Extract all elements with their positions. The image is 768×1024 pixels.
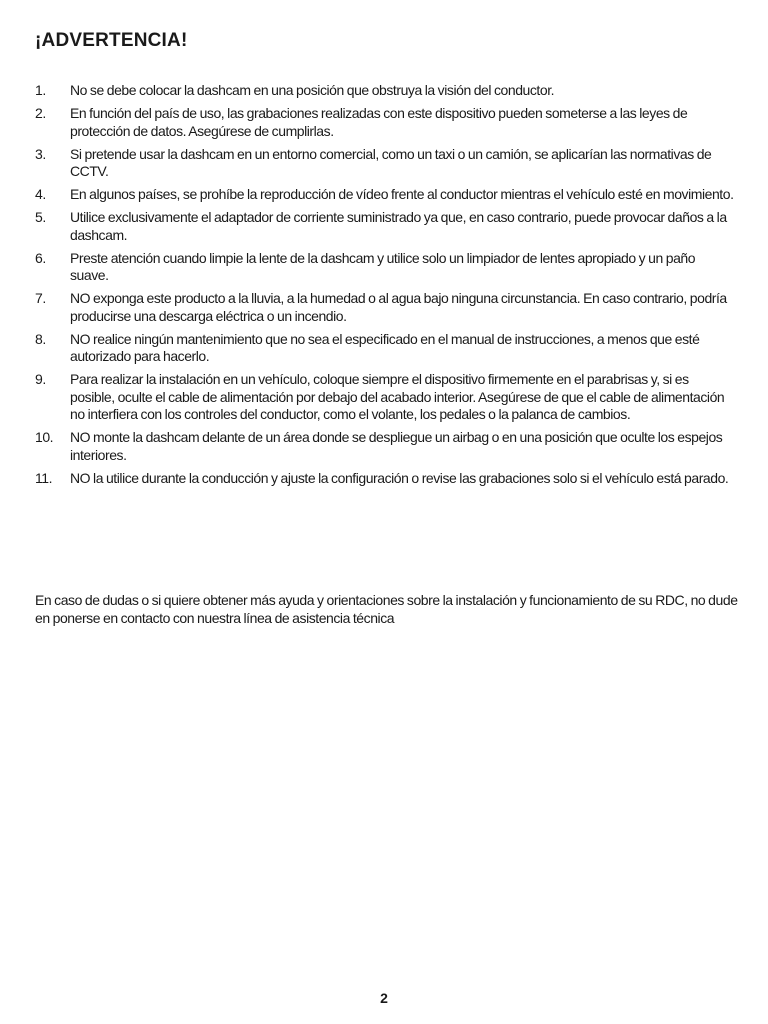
list-item (35, 470, 735, 488)
page-title: ¡ADVERTENCIA! (35, 30, 188, 51)
list-item (35, 186, 735, 204)
item-number: 6. (35, 249, 46, 266)
list-item (35, 290, 735, 325)
page-number: 2 (380, 990, 388, 1006)
item-text: En algunos países, se prohíbe la reproducción de vídeo frente al conductor mientras el vehículo esté en movimiento. (70, 186, 734, 202)
list-item (35, 146, 735, 181)
list-item (35, 209, 735, 244)
item-number: 3. (35, 145, 46, 162)
warning-list (35, 82, 735, 493)
item-text: NO exponga este producto a la lluvia, a la humedad o al agua bajo ninguna circunstancia. En caso contrario, podría producirse una descarga eléctrica o un incendio. (70, 290, 727, 324)
item-number: 2. (35, 105, 46, 121)
item-number: 7. (35, 290, 46, 306)
list-item (35, 429, 735, 464)
item-text: Utilice exclusivamente el adaptador de corriente suministrado ya que, en caso contrario, puede provocar daños a la dashcam. (70, 209, 727, 243)
item-text: NO realice ningún mantenimiento que no sea el especificado en el manual de instrucciones, a menos que esté autorizado para hacerlo. (70, 330, 700, 364)
list-item (35, 250, 735, 285)
item-number: 9. (35, 371, 46, 387)
closing-note: En caso de dudas o si quiere obtener más ayuda y orientaciones sobre la instalación y funcionamiento de su RDC, no dude en ponerse en contacto con nuestra línea de asistencia técnica (35, 592, 738, 626)
item-text: En función del país de uso, las grabaciones realizadas con este dispositivo pueden someterse a las leyes de protección de datos. Asegúrese de cumplirlas. (70, 105, 688, 139)
item-number: 1. (35, 82, 46, 98)
item-number: 11. (35, 469, 53, 486)
item-text: No se debe colocar la dashcam en una posición que obstruya la visión del conductor. (70, 82, 555, 98)
item-number: 5. (35, 209, 46, 225)
list-item (35, 82, 735, 100)
item-text: Preste atención cuando limpie la lente de la dashcam y utilice solo un limpiador de lentes apropiado y un paño suave. (70, 249, 696, 283)
list-item (35, 331, 735, 366)
item-text: NO monte la dashcam delante de un área donde se despliegue un airbag o en una posición que oculte los espejos interiores. (70, 429, 723, 463)
list-item (35, 105, 735, 140)
item-number: 10. (35, 429, 54, 445)
item-text: Si pretende usar la dashcam en un entorno comercial, como un taxi o un camión, se aplicarían las normativas de CCTV. (70, 145, 712, 179)
item-number: 4. (35, 186, 46, 202)
list-item (35, 371, 735, 424)
item-text: Para realizar la instalación en un vehículo, coloque siempre el dispositivo firmemente en el parabrisas y, si es posible, oculte el cable de alimentación por debajo del acabado interior. Asegúrese de que el cable de alimentación no interfiera con los controles del conductor, como el volante, los pedales o la palanca de cambios. (70, 371, 725, 422)
item-text: NO la utilice durante la conducción y ajuste la configuración o revise las grabaciones solo si el vehículo está parado. (70, 469, 729, 486)
item-number: 8. (35, 330, 46, 347)
